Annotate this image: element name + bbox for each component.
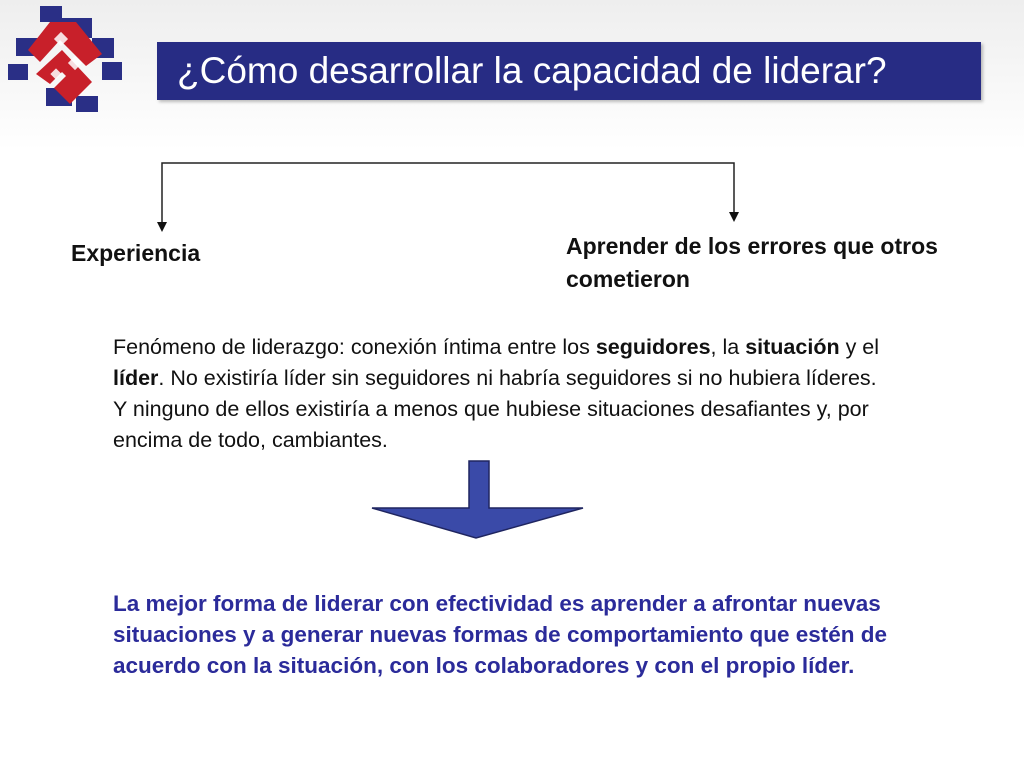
down-arrow-icon: [372, 461, 583, 538]
paragraph-text-1: Fenómeno de liderazgo: conexión íntima entre los: [113, 335, 596, 359]
branch-lines: [162, 163, 734, 222]
paragraph-bold-situacion: situación: [745, 335, 840, 359]
branch-label-aprender: Aprender de los errores que otros cometieron: [566, 233, 938, 292]
paragraph-bold-seguidores: seguidores: [595, 335, 711, 359]
arrowhead-left-icon: [157, 222, 167, 232]
paragraph-text-3: y el: [839, 335, 880, 359]
arrowhead-right-icon: [729, 212, 739, 222]
branch-label-experiencia: Experiencia: [71, 240, 201, 266]
title-bar: [157, 42, 981, 100]
paragraph-bold-lider: líder: [113, 366, 159, 390]
paragraph-text-4: . No existiría líder sin seguidores ni habría seguidores si no hubiera líderes. Y ninguno de ellos existiría a menos que hubiese situaciones desafiantes y, por encima de todo, cambiantes.: [113, 366, 877, 452]
leadership-paragraph: [113, 332, 883, 456]
slide-title: ¿Cómo desarrollar la capacidad de liderar?: [177, 50, 887, 91]
conclusion-text: La mejor forma de liderar con efectividad es aprender a afrontar nuevas situaciones y a generar nuevas formas de comportamiento que estén de acuerdo con la situación, con los colaboradores y con el propio líder.: [113, 591, 887, 678]
logo-icon: [6, 4, 128, 122]
paragraph-text-2: , la: [710, 335, 746, 359]
